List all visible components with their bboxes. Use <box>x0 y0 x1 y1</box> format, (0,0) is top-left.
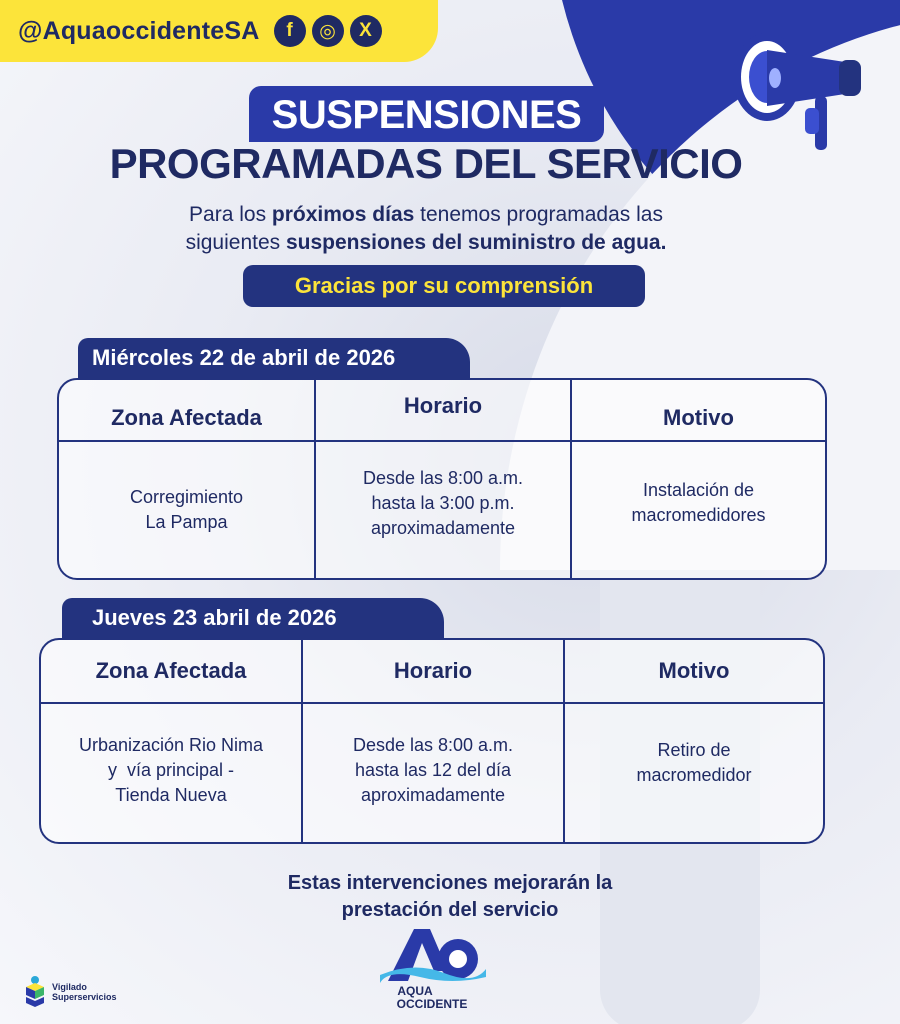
cell-text: macromedidor <box>636 765 752 785</box>
cell-text: Urbanización Rio Nima <box>78 734 264 755</box>
supervision-badge <box>24 975 117 1009</box>
intro-text-1b: próximos días <box>271 203 415 226</box>
header-motivo: Motivo <box>565 640 823 704</box>
cell-motivo <box>565 704 823 842</box>
schedule-table-1 <box>57 378 827 580</box>
aquaoccidente-logo <box>374 925 490 1017</box>
cell-text: Desde las 8:00 a.m. <box>362 467 524 488</box>
cell-text: Corregimiento <box>129 487 244 507</box>
cell-zona <box>59 442 316 578</box>
table-header-row <box>59 380 825 442</box>
thanks-banner: Gracias por su comprensión <box>243 265 645 307</box>
logo-mark-icon <box>374 925 490 987</box>
header-horario: Horario <box>316 380 572 442</box>
social-handle-bar <box>0 0 438 62</box>
supervision-text <box>52 982 117 1002</box>
supervision-line-1: Vigilado <box>52 982 87 992</box>
closing-message <box>0 870 900 924</box>
cell-text: aproximadamente <box>360 784 506 805</box>
table-header-row <box>41 640 823 704</box>
cell-text: hasta las 12 del día <box>354 759 512 780</box>
intro-text-1c: tenemos programadas las <box>414 203 663 226</box>
cell-zona <box>41 704 303 842</box>
logo-text-line-1: AQUA <box>397 984 433 998</box>
supervision-line-2: Superservicios <box>52 992 117 1002</box>
cell-text: Tienda Nueva <box>115 784 227 805</box>
superservicios-icon <box>24 975 46 1009</box>
social-handle: @AquaoccidenteSA <box>18 16 260 45</box>
cell-text: Instalación de <box>642 480 755 500</box>
intro-text-1a: Para los <box>189 203 272 226</box>
cell-text: y vía principal - <box>107 759 235 780</box>
cell-text: La Pampa <box>145 512 228 532</box>
instagram-icon[interactable]: ◎ <box>312 15 344 47</box>
header-motivo: Motivo <box>572 380 825 442</box>
table-row <box>59 442 825 578</box>
cell-horario <box>316 442 572 578</box>
intro-text-2a: siguientes <box>185 231 286 254</box>
table-row <box>41 704 823 842</box>
cell-text: Retiro de <box>657 740 731 760</box>
closing-line-1: Estas intervenciones mejorarán la <box>287 872 613 894</box>
cell-horario <box>303 704 565 842</box>
title-line-1: SUSPENSIONES <box>249 86 604 142</box>
title-line-2: PROGRAMADAS DEL SERVICIO <box>109 140 743 187</box>
cell-text: Desde las 8:00 a.m. <box>352 734 514 755</box>
x-icon[interactable]: X <box>350 15 382 47</box>
intro-text <box>0 201 852 257</box>
logo-text <box>374 985 490 1011</box>
cell-text: aproximadamente <box>370 517 516 538</box>
schedule-table-2 <box>39 638 825 844</box>
cell-motivo <box>572 442 825 578</box>
cell-text: hasta la 3:00 p.m. <box>371 492 515 513</box>
intro-text-2b: suspensiones del suministro de agua. <box>285 231 667 254</box>
logo-text-line-2: OCCIDENTE <box>396 997 468 1011</box>
facebook-icon[interactable]: f <box>274 15 306 47</box>
date-tab-2: Jueves 23 abril de 2026 <box>62 598 444 640</box>
header-horario: Horario <box>303 640 565 704</box>
closing-line-2: prestación del servicio <box>341 899 559 921</box>
header-zona: Zona Afectada <box>59 380 316 442</box>
cell-text: macromedidores <box>631 505 766 525</box>
header-zona: Zona Afectada <box>41 640 303 704</box>
date-tab-1: Miércoles 22 de abril de 2026 <box>78 338 470 380</box>
social-icons <box>274 15 382 47</box>
